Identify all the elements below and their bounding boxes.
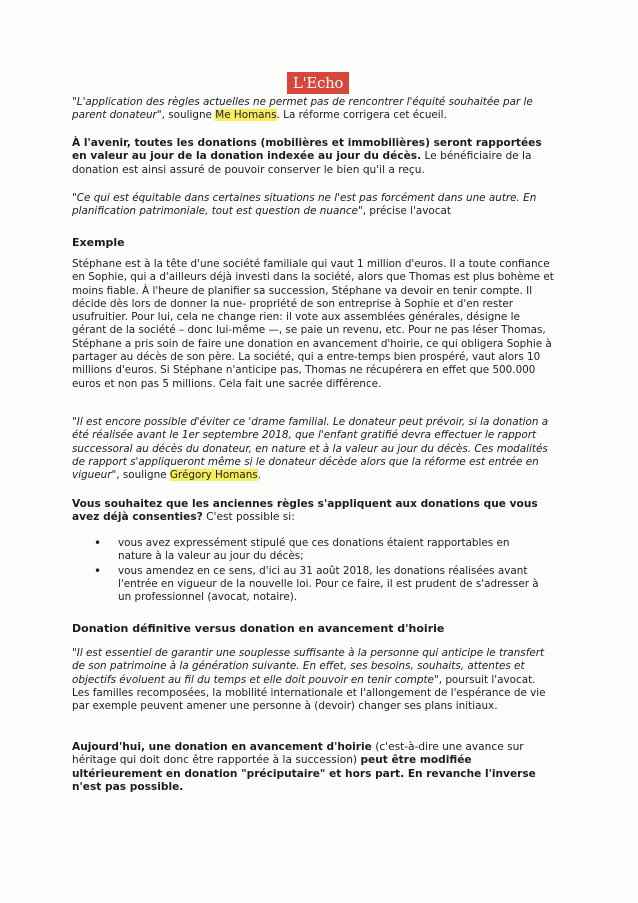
- bold-question: Vous souhaitez que les anciennes règles s'appliquent aux donations que vous avez déjà consenties?: [72, 498, 538, 524]
- quote-text: "Il est essentiel de garantir une souplesse suffisante à la personne qui anticipe le transfert de son patrimoine à la génération suivante. En effet, ses besoins, souhaits, attentes et objectifs évoluent au fil du temps et elle doit pouvoir en tenir compte": [72, 647, 545, 686]
- paragraph-drame-quote: [72, 416, 552, 482]
- paragraph-nuance-quote: [72, 192, 552, 219]
- trailing-text: .: [257, 469, 262, 482]
- paragraph-example: Stéphane est à la tête d'une société familiale qui vaut 1 million d'euros. Il a toute confiance en Sophie, qui a d'ailleurs déjà investi dans la société, alors que Thomas est plus bohème et moins fiable. À l'heure de planifier sa succession, Stéphane va devoir en tenir compte. Il décide dès lors de donner la nue- propriété de son entreprise à Sophie et d'en rester usufruitier. Pour lui, cela ne change rien: il vote aux assemblées générales, désigne le gérant de la société – donc lui-même —, se paie un revenu, etc. Pour ne pas léser Thomas, Stéphane a pris soin de faire une donation en avancement d'hoirie, ce qui obligera Sophie à partager au décès de son père. La société, qui a entre-temps bien prospéré, vaut alors 10 millions d'euros. Si Stéphane n'anticipe pas, Thomas ne récupérera en effet que 500.000 euros et non pas 5 millions. Cela fait une sacrée différence.: [72, 258, 554, 390]
- quote-text: "L'application des règles actuelles ne permet pas de rencontrer l'équité souhaitée par le parent donateur": [72, 96, 533, 122]
- conditions-list: [72, 537, 542, 605]
- lecho-logo: L'Echo: [287, 72, 349, 94]
- bold-statement: Aujourd'hui, une donation en avancement d'hoirie: [72, 741, 372, 753]
- paragraph-souplesse: [72, 647, 552, 713]
- bold-statement: peut être modifiée ultérieurement en donation "préciputaire" et hors part. En revanche l'inverse n'est pas possible.: [72, 754, 536, 793]
- body-text: , poursuit l'avocat. Les familles recomposées, la mobilité internationale et l'allongement de l'espérance de vie par exemple peuvent amener une personne à (devoir) changer ses plans initiaux.: [72, 673, 546, 713]
- highlighted-name: Grégory Homans: [169, 469, 258, 482]
- bold-statement: À l'avenir, toutes les donations (mobilières et immobilières) seront rapportées en valeur au jour de la donation indexée au jour du décès.: [72, 137, 542, 163]
- attribution-text: , souligne: [116, 469, 170, 482]
- trailing-text: . La réforme corrigera cet écueil.: [276, 109, 447, 122]
- heading-exemple: Exemple: [72, 236, 125, 249]
- paragraph-homans-quote: [72, 96, 552, 123]
- trailing-text: , précise l'avocat: [362, 205, 451, 218]
- quote-text: "Ce qui est équitable dans certaines situations ne l'est pas forcément dans une autre. En planification patrimoniale, tout est question de nuance": [72, 192, 537, 218]
- list-item: • vous avez expressément stipulé que ces donations étaient rapportables en nature à la valeur au jour du décès;: [72, 537, 542, 564]
- highlighted-name: Me Homans: [215, 109, 277, 122]
- paragraph-anciennes-regles: [72, 498, 552, 525]
- heading-donation: Donation définitive versus donation en avancement d'hoirie: [72, 622, 445, 635]
- body-text: (c'est-à-dire une avance sur héritage qui doit donc être rapportée à la succession): [72, 741, 524, 767]
- paragraph-aujourdhui: [72, 741, 552, 794]
- paragraph-reform: [72, 137, 552, 177]
- body-text: Le bénéficiaire de la donation est ainsi assuré de pouvoir conserver le bien qu'il a reçu.: [72, 150, 532, 176]
- quote-text: "Il est encore possible d'éviter ce 'drame familial. Le donateur peut prévoir, si la donation a été réalisée avant le 1er septembre 2018, que l'enfant gratifié devra effectuer le rapport successoral au décès du donateur, en nature et à la valeur au jour du décès. Ces modalités de rapport s'appliqueront même si le donateur décède alors que la réforme est entrée en vigueur": [72, 416, 549, 482]
- list-item: • vous amendez en ce sens, d'ici au 31 août 2018, les donations réalisées avant l'entrée en vigueur de la nouvelle loi. Pour ce faire, il est prudent de s'adresser à un professionnel (avocat, notaire).: [72, 565, 542, 605]
- attribution-text: , souligne: [161, 109, 216, 122]
- body-text: C'est possible si:: [202, 511, 295, 524]
